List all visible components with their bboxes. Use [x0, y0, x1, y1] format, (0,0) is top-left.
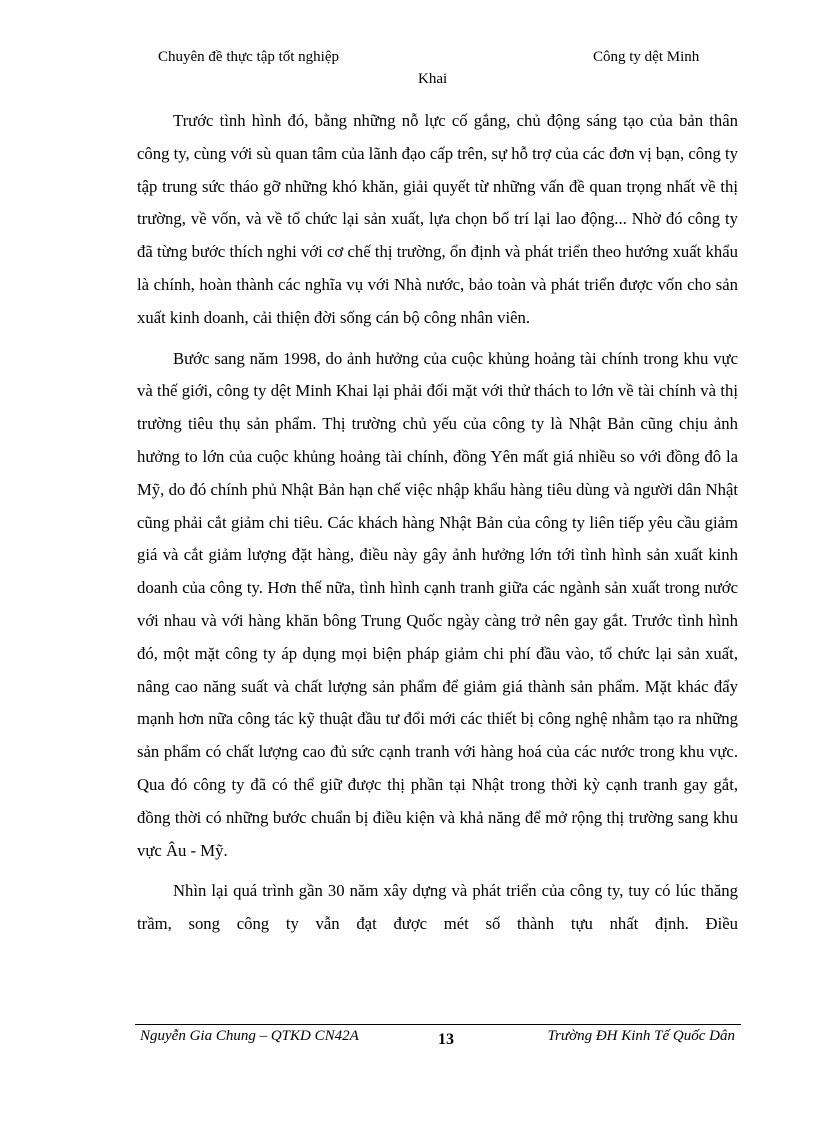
page-footer: [140, 1028, 740, 1054]
footer-school: Trường ĐH Kinh Tế Quốc Dân: [547, 1028, 735, 1044]
running-header-title: Chuyên đề thực tập tốt nghiệp: [158, 49, 340, 65]
running-header-company: Công ty dệt Minh: [593, 49, 700, 65]
running-header-company-continuation: Khai: [418, 71, 448, 87]
footer-author: Nguyễn Gia Chung – QTKD CN42A: [140, 1028, 359, 1044]
paragraph-1: Trước tình hình đó, bằng những nỗ lực cố gắng, chủ động sáng tạo của bản thân công ty, cùng với sù quan tâm của lãnh đạo cấp trên, sự hỗ trợ của các đơn vị bạn, công ty tập trung sức tháo gỡ những khó khăn, giải quyết từ những vấn đề quan trọng nhất về thị trường, về vốn, và về tổ chức lại sản xuất, lựa chọn bố trí lại lao động... Nhờ đó công ty đã từng bước thích nghi với cơ chế thị trường, ổn định và phát triển theo hướng xuất khẩu là chính, hoàn thành các nghĩa vụ với Nhà nước, bảo toàn và phát triển được vốn cho sản xuất kinh doanh, cải thiện đời sống cán bộ công nhân viên.: [137, 111, 738, 327]
page-number: 13: [438, 1031, 454, 1048]
footer-divider: [135, 1024, 741, 1025]
paragraph-3: Nhìn lại quá trình gần 30 năm xây dựng và phát triển của công ty, tuy có lúc thăng trầm, song công ty vẫn đạt được mét số thành tựu nhất định. Điều: [137, 881, 738, 934]
paragraph-2: Bước sang năm 1998, do ảnh hưởng của cuộc khủng hoảng tài chính trong khu vực và thế giới, công ty dệt Minh Khai lại phải đối mặt với thử thách to lớn về tài chính và thị trường tiêu thụ sản phẩm. Thị trường chủ yếu của công ty là Nhật Bản cũng chịu ảnh hưởng to lớn của cuộc khủng hoảng tài chính, đồng Yên mất giá nhiều so với đồng đô la Mỹ, do đó chính phủ Nhật Bản hạn chế việc nhập khẩu hàng tiêu dùng và người dân Nhật cũng phải cắt giảm chi tiêu. Các khách hàng Nhật Bản của công ty liên tiếp yêu cầu giảm giá và cắt giảm lượng đặt hàng, điều này gây ảnh hưởng lớn tới tình hình sản xuất kinh doanh của công ty. Hơn thế nữa, tình hình cạnh tranh giữa các ngành sản xuất trong nước với nhau và với hàng khăn bông Trung Quốc ngày càng trở nên gay gắt. Trước tình hình đó, một mặt công ty áp dụng mọi biện pháp giảm chi phí đầu vào, tổ chức lại sản xuất, nâng cao năng suất và chất lượng sản phẩm để giảm giá thành sản phẩm. Mặt khác đẩy mạnh hơn nữa công tác kỹ thuật đầu tư đổi mới các thiết bị công nghệ nhằm tạo ra những sản phẩm có chất lượng cao đủ sức cạnh tranh với hàng hoá của các nước trong khu vực. Qua đó công ty đã có thể giữ được thị phần tại Nhật trong thời kỳ cạnh tranh gay gắt, đồng thời có những bước chuẩn bị điều kiện và khả năng để mở rộng thị trường sang khu vực Âu - Mỹ.: [137, 348, 738, 860]
document-body: [137, 105, 738, 941]
